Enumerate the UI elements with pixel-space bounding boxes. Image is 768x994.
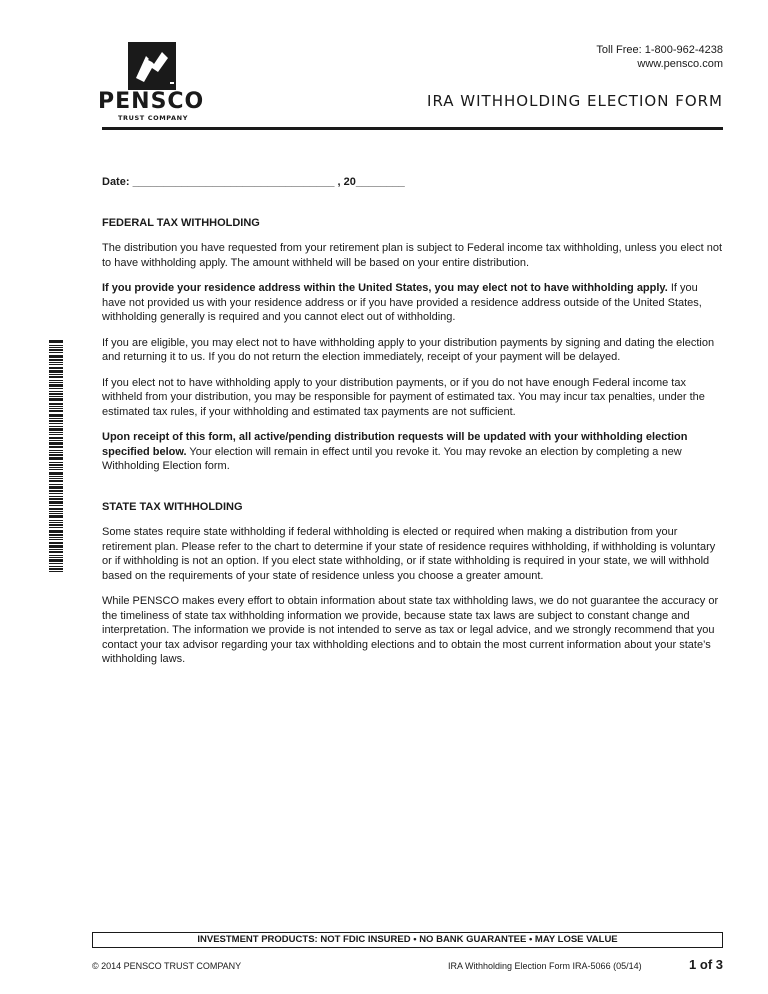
federal-tax-section: [102, 216, 724, 474]
federal-paragraph-4: If you elect not to have withholding apply to your distribution payments, or if you do not have enough Federal income tax withheld from your distribution, you may be responsible for payment of estimated tax. You may incur tax penalties, under the estimated tax rules, if your withholding and estimated tax payments are not sufficient.: [102, 376, 705, 418]
date-label: Date:: [102, 176, 133, 188]
state-tax-section: [102, 500, 724, 667]
federal-paragraph-5-bold: Upon receipt of this form, all active/pending distribution requests will be updated with your withholding election specified below.: [102, 431, 688, 458]
website-link[interactable]: www.pensco.com: [637, 58, 723, 70]
state-paragraph-1: Some states require state withholding if federal withholding is elected or required when making a distribution from your retirement plan. Please refer to the chart to determine if your state of residence requires withholding, if withholding is voluntary or if withholding is not an option. If you elect state withholding, or if state withholding is required in your state, we will withhold based on the requirements of your state of residence unless you choose a greater amount.: [102, 526, 716, 582]
pensco-logo-icon: [128, 42, 176, 90]
federal-paragraph-5: [102, 430, 724, 474]
date-year-prefix: , 20: [334, 176, 356, 188]
federal-paragraph-5-rest: Your election will remain in effect until you revoke it. You may revoke an election by completing a new Withholding Election form.: [102, 445, 682, 472]
form-title: IRA WITHHOLDING ELECTION FORM: [427, 92, 723, 110]
federal-paragraph-2-rest: If you have not provided us with your residence address or if you have provided a residence address outside of the United States, withholding generally is required and you cannot elect out of withholding.: [102, 282, 702, 323]
state-paragraph-2: While PENSCO makes every effort to obtain information about state tax withholding laws, we do not guarantee the accuracy or the timeliness of state tax withholding information we provide, because state tax laws are subject to constant change and interpretation. The information we provide is not intended to serve as tax or legal advice, and we strongly recommend that you contact your tax advisor regarding your tax withholding elections and to obtain the most current information about your state’s withholding laws.: [102, 595, 719, 665]
federal-paragraph-2: [102, 281, 724, 325]
federal-paragraph-1: The distribution you have requested from your retirement plan is subject to Federal income tax withholding, unless you elect not to have withholding apply. The amount withheld will be based on your entire distribution.: [102, 242, 722, 269]
state-tax-heading: STATE TAX WITHHOLDING: [102, 500, 243, 513]
logo-wordmark: PENSCO: [98, 89, 205, 114]
date-year-blank[interactable]: ________: [355, 176, 405, 188]
form-identifier: IRA Withholding Election Form IRA-5066 (05/14): [448, 961, 642, 971]
contact-info: [596, 43, 723, 71]
date-field[interactable]: [102, 175, 724, 190]
page-number: 1 of 3: [689, 957, 723, 972]
federal-paragraph-3: If you are eligible, you may elect not to have withholding apply to your distribution payments by signing and dating the election and returning it to us. If you do not return the election immediately, receipt of your payment will be delayed.: [102, 336, 715, 363]
logo-subtitle: TRUST COMPANY: [118, 114, 189, 122]
federal-tax-heading: FEDERAL TAX WITHHOLDING: [102, 216, 260, 229]
barcode-icon: [49, 340, 63, 572]
copyright-notice: © 2014 PENSCO TRUST COMPANY: [92, 961, 242, 971]
federal-paragraph-2-bold: If you provide your residence address within the United States, you may elect not to have withholding apply.: [102, 282, 668, 294]
form-body: [102, 175, 724, 678]
investment-disclaimer: INVESTMENT PRODUCTS: NOT FDIC INSURED • NO BANK GUARANTEE • MAY LOSE VALUE: [92, 932, 723, 948]
title-divider: [102, 127, 723, 130]
toll-free-number: Toll Free: 1-800-962-4238: [596, 44, 723, 56]
date-blank[interactable]: _________________________________: [132, 176, 335, 188]
section-spacer: [102, 485, 724, 500]
